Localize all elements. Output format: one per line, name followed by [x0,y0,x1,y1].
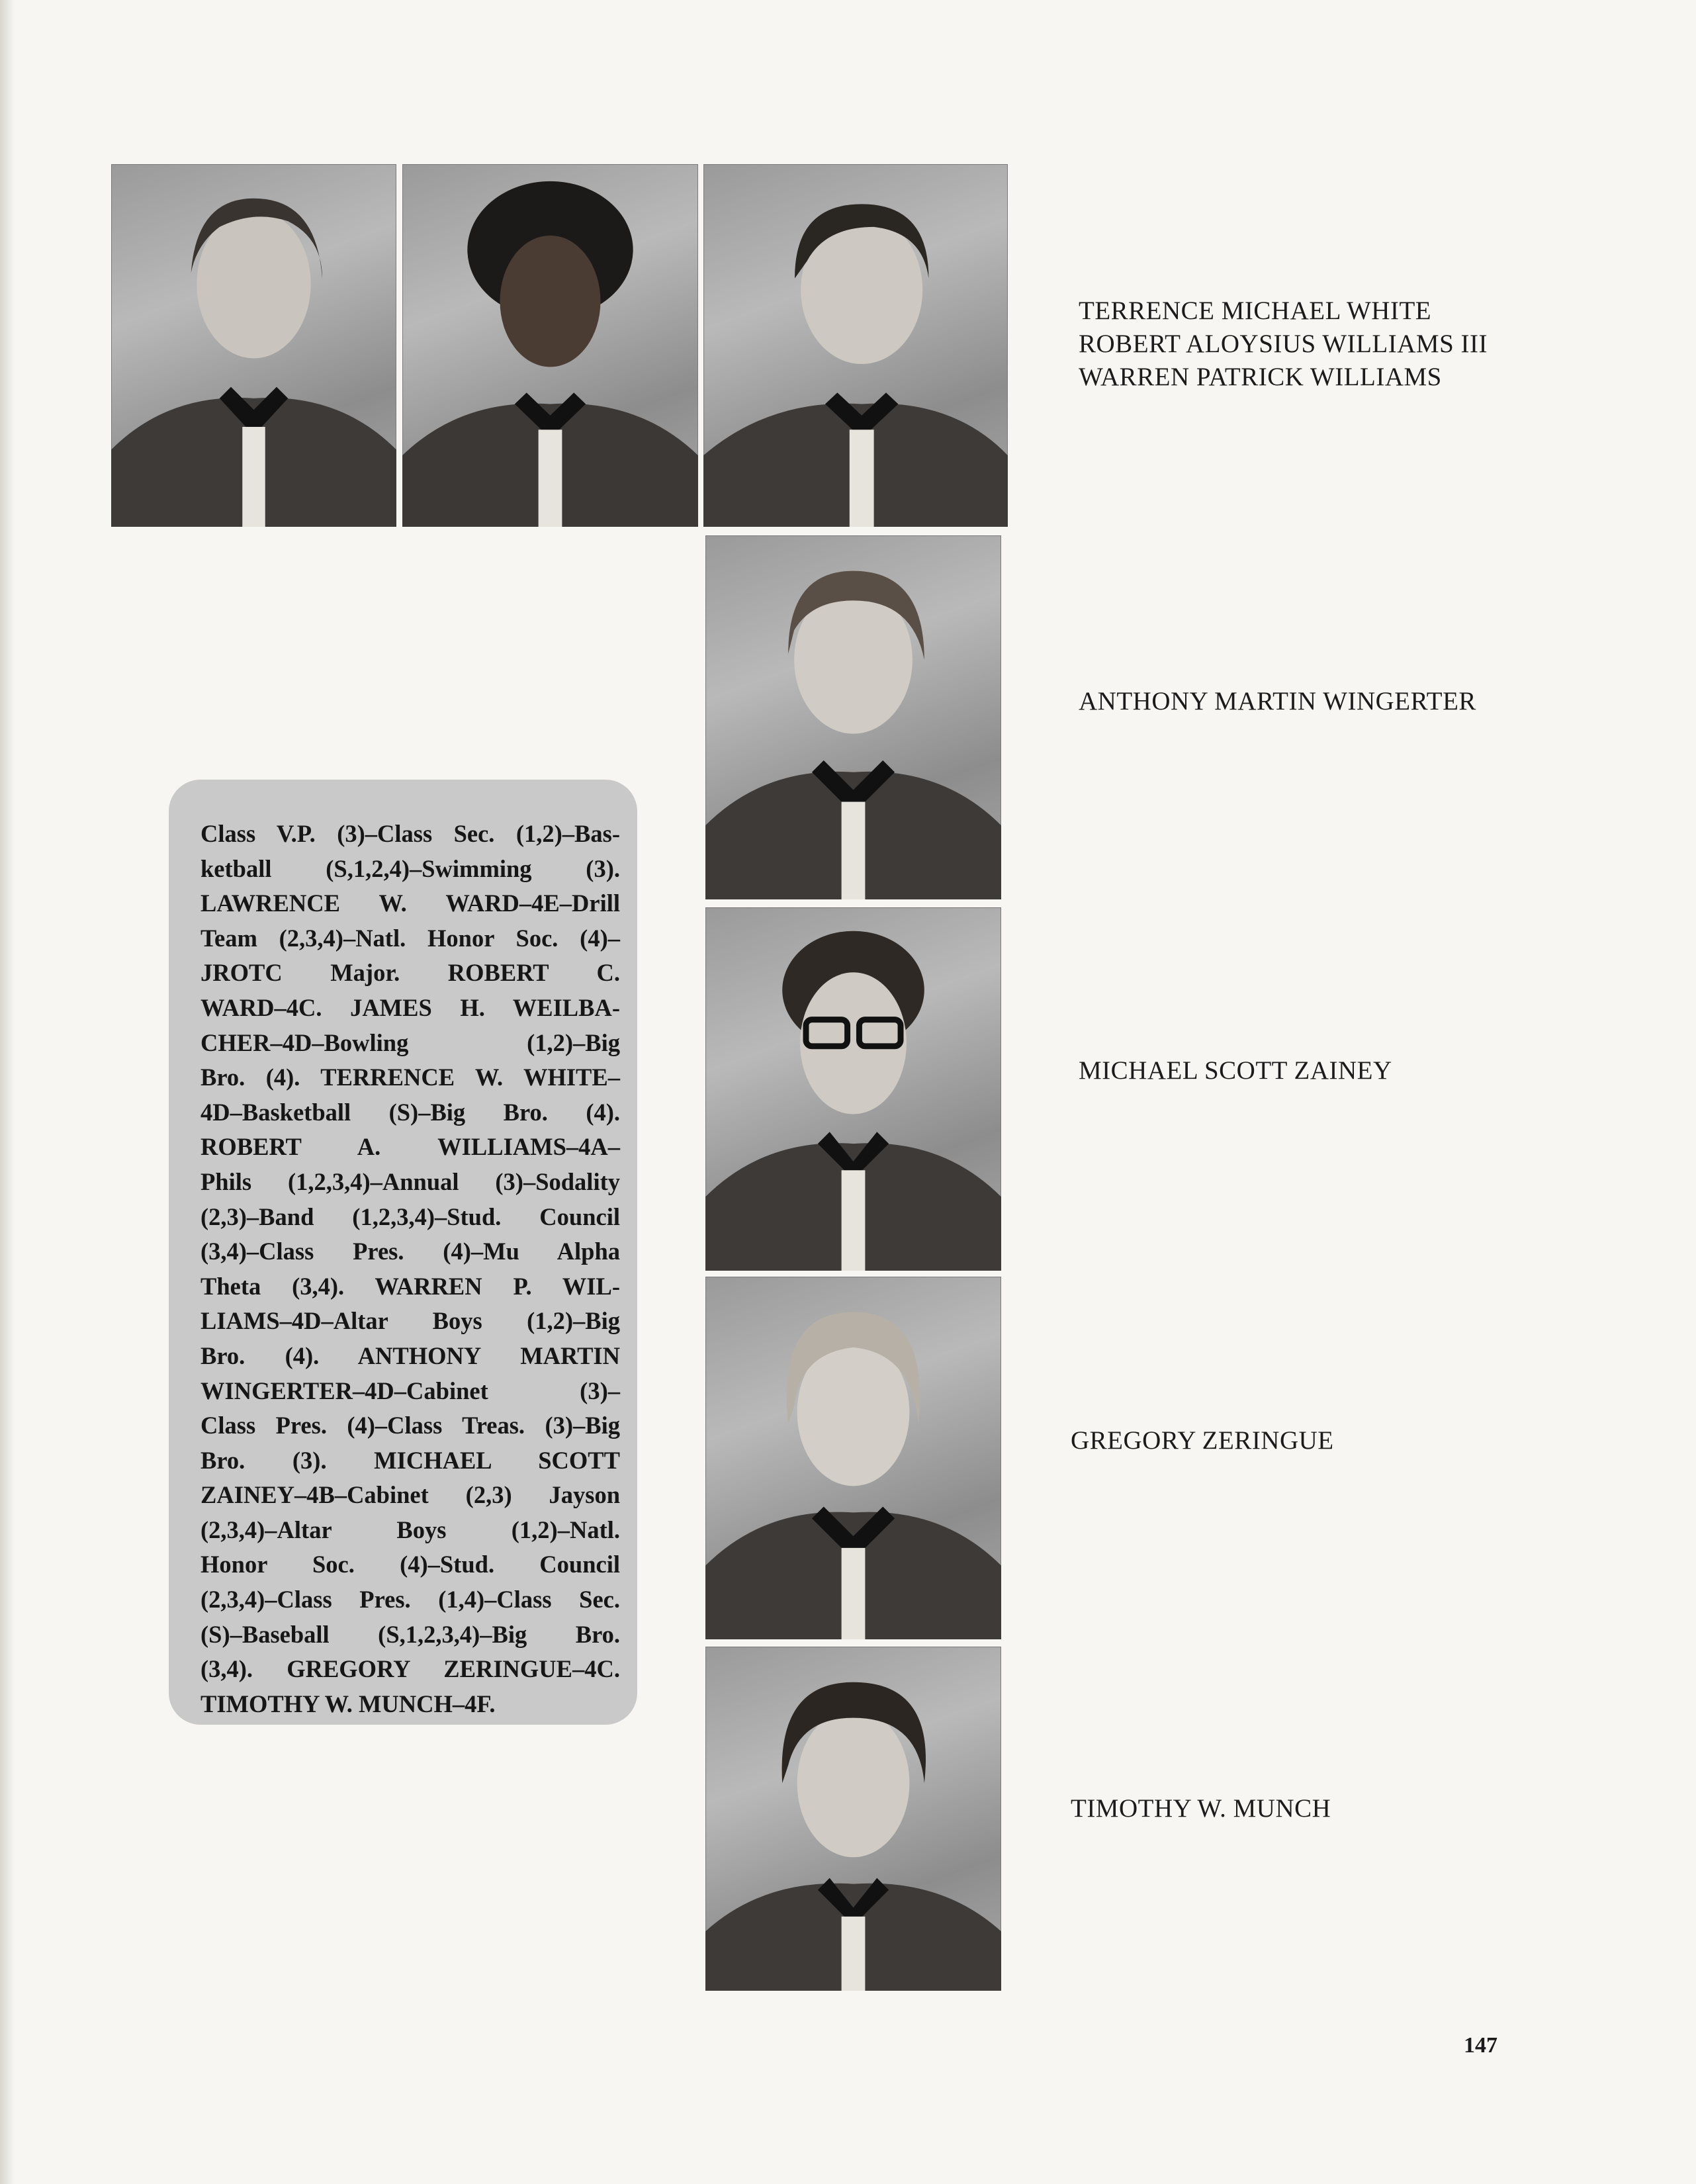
caption-line: (3,4)–Class Pres. (4)–Mu Alpha [201,1238,620,1265]
portrait-wingerter [705,535,1001,899]
caption-line: Bro. (4). ANTHONY MARTIN [201,1342,620,1369]
caption-line: WINGERTER–4D–Cabinet (3)– [201,1377,620,1404]
caption-line: Phils (1,2,3,4)–Annual (3)–Sodality [201,1167,620,1195]
caption-line: 4D–Basketball (S)–Big Bro. (4). [201,1098,620,1126]
caption-line: (S)–Baseball (S,1,2,3,4)–Big Bro. [201,1620,620,1648]
portrait-zainey [705,907,1001,1271]
caption-line: JROTC Major. ROBERT C. [201,959,620,987]
portrait-white [111,164,396,527]
page-number: 147 [1464,2033,1497,2058]
name-michael-zainey: MICHAEL SCOTT ZAINEY [1079,1056,1392,1085]
portrait-williams-warren [703,164,1008,527]
caption-line: Theta (3,4). WARREN P. WIL- [201,1272,620,1300]
caption-line: (3,4). GREGORY ZERINGUE–4C. [201,1655,620,1683]
caption-line: Bro. (4). TERRENCE W. WHITE– [201,1064,620,1091]
name-munch-block [1071,1792,1331,1825]
name-wingerter-block [1079,685,1476,718]
portrait-williams-robert [402,164,698,527]
caption-line: LAWRENCE W. WARD–4E–Drill [201,889,620,917]
caption-line: Class Pres. (4)–Class Treas. (3)–Big [201,1412,620,1439]
names-top-group [1079,295,1488,394]
name-anthony-wingerter: ANTHONY MARTIN WINGERTER [1079,687,1476,715]
name-terrence-white: TERRENCE MICHAEL WHITE [1079,296,1432,325]
caption-line: ketball (S,1,2,4)–Swimming (3). [201,854,620,882]
caption-line: (2,3)–Band (1,2,3,4)–Stud. Council [201,1203,620,1230]
name-zeringue-block [1071,1424,1334,1457]
name-timothy-munch: TIMOTHY W. MUNCH [1071,1794,1331,1823]
caption-line: Bro. (3). MICHAEL SCOTT [201,1446,620,1474]
caption-line: Team (2,3,4)–Natl. Honor Soc. (4)– [201,924,620,952]
biography-caption-box [169,780,637,1725]
name-zainey-block [1079,1054,1392,1087]
portrait-munch [705,1647,1001,1991]
caption-line: (2,3,4)–Altar Boys (1,2)–Natl. [201,1516,620,1543]
name-robert-williams: ROBERT ALOYSIUS WILLIAMS III [1079,330,1488,358]
caption-line: Class V.P. (3)–Class Sec. (1,2)–Bas- [201,820,620,847]
caption-line: CHER–4D–Bowling (1,2)–Big [201,1028,620,1056]
caption-line: (2,3,4)–Class Pres. (1,4)–Class Sec. [201,1586,620,1614]
caption-line: ZAINEY–4B–Cabinet (2,3) Jayson [201,1481,620,1509]
caption-line: WARD–4C. JAMES H. WEILBA- [201,993,620,1021]
caption-line: LIAMS–4D–Altar Boys (1,2)–Big [201,1307,620,1335]
binding-edge [0,0,15,2184]
name-gregory-zeringue: GREGORY ZERINGUE [1071,1426,1334,1455]
name-warren-williams: WARREN PATRICK WILLIAMS [1079,363,1442,391]
caption-line: TIMOTHY W. MUNCH–4F. [201,1690,496,1717]
portrait-zeringue [705,1277,1001,1639]
caption-line: Honor Soc. (4)–Stud. Council [201,1551,620,1578]
caption-line: ROBERT A. WILLIAMS–4A– [201,1133,620,1161]
